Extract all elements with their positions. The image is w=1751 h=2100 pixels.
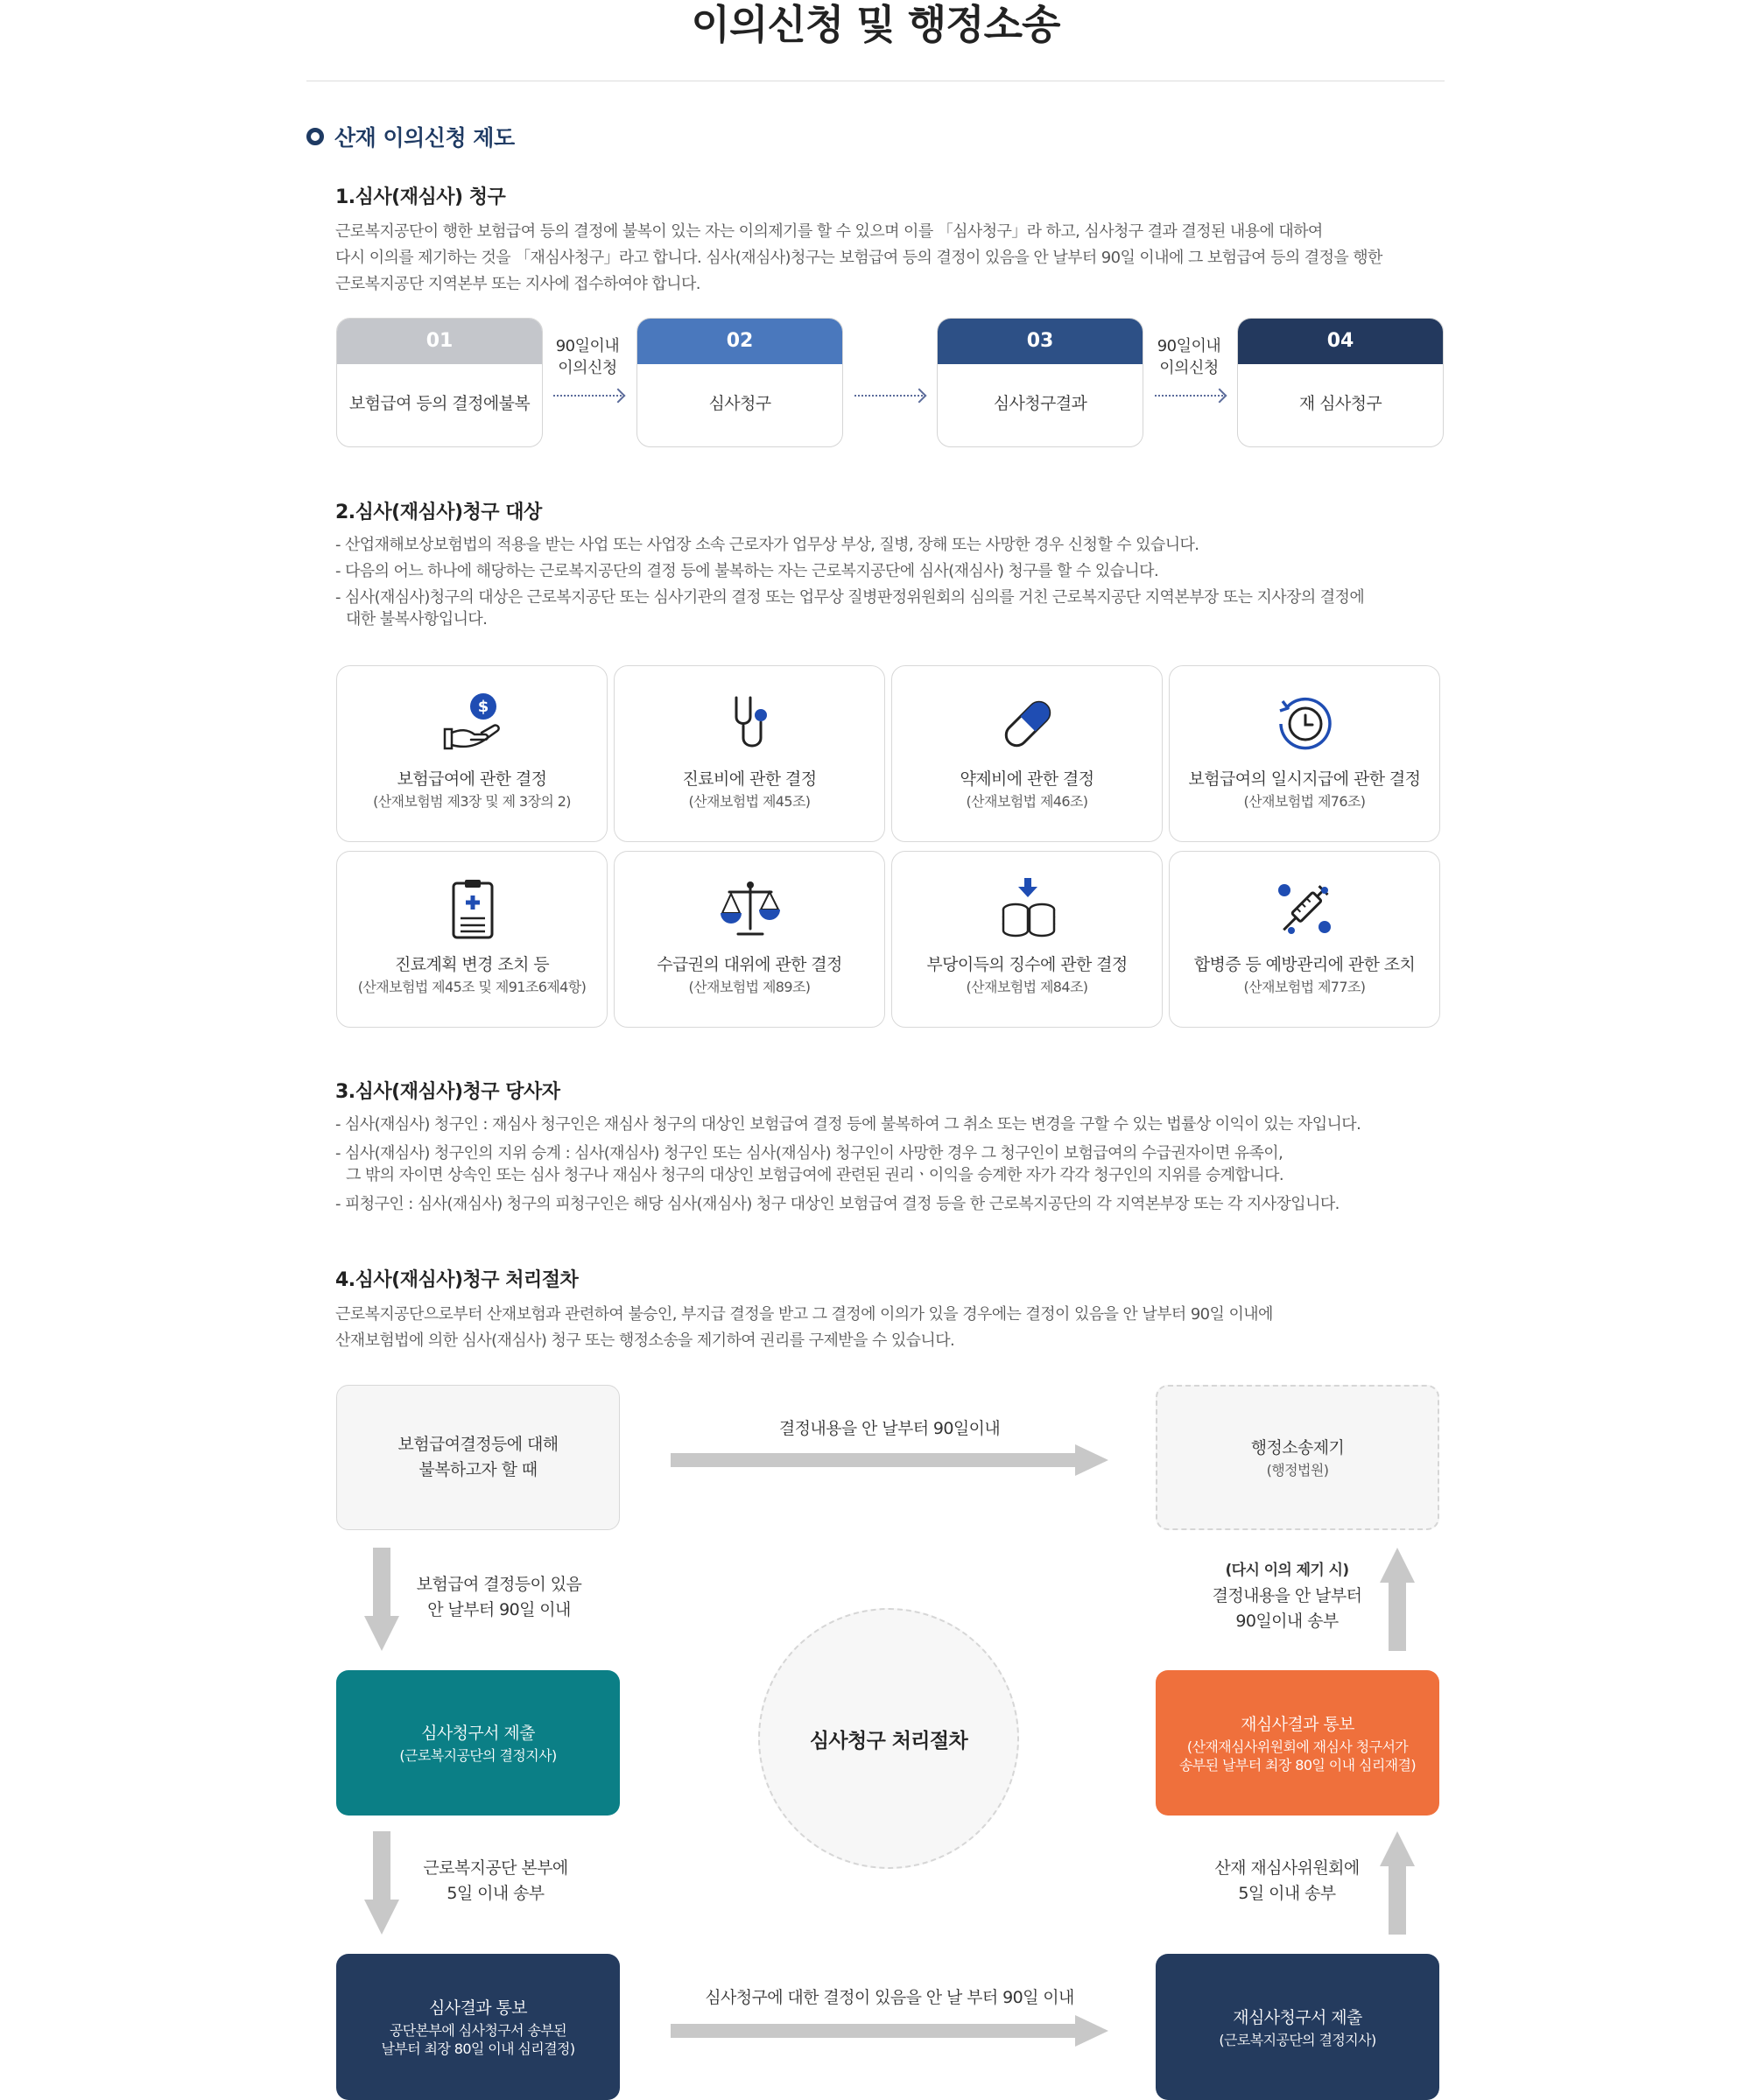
step-connector-3 [1154,335,1224,379]
sec4-line-2: 산재보험법에 의한 심사(재심사) 청구 또는 행정소송을 제기하여 권리를 구제받을 수 있습니다. [335,1331,955,1350]
card-subtitle: (산재보험법 제77조) [1243,979,1366,995]
process-rereview-submit-box: 재심사청구서 제출 (근로복지공단의 결정지사) [1156,1954,1439,2100]
card-unjust-enrichment [891,851,1163,1028]
up-arrow-icon [1380,1831,1415,1935]
card-subtitle: (산재보험법 제45조 및 제91조6제4항) [357,979,587,995]
step-connector-1 [552,335,622,379]
card-title: 수급권의 대위에 관한 결정 [657,955,842,974]
card-title: 부당이득의 징수에 관한 결정 [926,955,1128,974]
card-subtitle: (산재보험법 제46조) [966,793,1088,810]
coins-down-icon [995,876,1061,943]
bottom-arrow-label: 심사청구에 대한 결정이 있음을 안 날 부터 90일 이내 [705,1988,1074,2007]
clock-icon [1272,691,1339,757]
sec2-heading: 2.심사(재심사)청구 대상 [335,502,542,523]
hand-money-icon [440,691,506,757]
section-title: 산재 이의신청 제도 [334,125,515,151]
card-complication-care [1169,851,1440,1028]
sec1-line-3: 근로복지공단 지역본부 또는 지사에 접수하여야 합니다. [335,275,700,293]
sec1-heading: 1.심사(재심사) 청구 [335,186,506,208]
medical-clipboard-icon [440,876,506,943]
process-review-result-box: 심사결과 통보 공단본부에 심사청구서 송부된 날부터 최장 80일 이내 심리결정) [336,1954,620,2100]
stethoscope-icon [717,691,784,757]
process-center-circle: 심사청구 처리절차 [758,1608,1019,1869]
card-title: 보험급여의 일시지급에 관한 결정 [1188,769,1421,789]
card-title: 보험급여에 관한 결정 [397,769,547,789]
right-label-1: (다시 이의 제기 시) 결정내용을 안 날부터 90일이내 송부 [1212,1562,1362,1631]
card-treatment-plan [336,851,608,1028]
card-subtitle: (산재보험법 제89조) [688,979,811,995]
card-title: 진료비에 관한 결정 [682,769,817,789]
card-title: 진료계획 변경 조치 등 [394,955,550,974]
card-title: 약제비에 관한 결정 [960,769,1094,789]
step-card-04 [1237,318,1444,447]
svg-text:$: $ [477,698,489,716]
sec3-bullets [335,1113,1361,1219]
card-title: 합병증 등 예방관리에 관한 조치 [1193,955,1416,974]
scales-icon [717,876,784,943]
step-label: 심사청구 [708,394,771,413]
down-arrow-icon [364,1548,399,1651]
dotted-arrow-icon [553,395,622,397]
step-number: 02 [637,319,842,364]
process-lawsuit-box: 행정소송제기 (행정법원) [1156,1385,1439,1530]
connector-line2: 이의신청 [558,359,617,377]
sec4-heading: 4.심사(재심사)청구 처리절차 [335,1269,579,1291]
step-card-01 [336,318,543,447]
card-medical-fee [614,665,885,842]
sec1-line-2: 다시 이의를 제기하는 것을 「재심사청구」라고 합니다. 심사(재심사)청구는 보험급여 등의 결정이 있음을 안 날부터 90일 이내에 그 보험급여 등의 결정을 행한 [335,249,1382,267]
left-label-2: 근로복지공단 본부에 5일 이내 송부 [423,1858,568,1903]
down-arrow-icon [364,1831,399,1935]
syringe-icon [1272,876,1339,943]
section-heading [306,121,515,152]
list-item: - 산업재해보상보험법의 적용을 받는 사업 또는 사업장 소속 근로자가 업무상 부상, 질병, 장해 또는 사망한 경우 신청할 수 있습니다. [335,536,1199,554]
list-item: - 심사(재심사) 청구인 : 재심사 청구인은 재심사 청구의 대상인 보험급여 결정 등에 불복하여 그 취소 또는 변경을 구할 수 있는 법률상 이익이 있는 자입니다. [335,1115,1361,1134]
top-arrow-label: 결정내용을 안 날부터 90일이내 [778,1419,1001,1438]
dotted-arrow-icon [1155,395,1223,397]
dotted-arrow-icon [854,395,923,397]
pill-icon [995,691,1061,757]
step-label: 보험급여 등의 결정에불복 [348,394,531,413]
step-number: 04 [1238,319,1443,364]
step-number: 01 [337,319,542,364]
process-review-submit-box: 심사청구서 제출 (근로복지공단의 결정지사) [336,1670,620,1816]
connector-line2: 이의신청 [1159,359,1219,377]
sec1-paragraph [335,219,1382,298]
card-subtitle: (산재보험법 제76조) [1243,793,1366,810]
card-subtitle: (산재보험법 제45조) [688,793,811,810]
right-arrow-icon [671,1444,1108,1476]
card-drug-fee [891,665,1163,842]
up-arrow-icon [1380,1548,1415,1651]
right-label-2: 산재 재심사위원회에 5일 이내 송부 [1214,1858,1360,1903]
left-label-1: 보험급여 결정등이 있음 안 날부터 90일 이내 [416,1575,582,1619]
page-title: 이의신청 및 행정소송 [691,1,1060,48]
card-lump-sum [1169,665,1440,842]
ring-bullet-icon [306,128,324,145]
card-subrogation [614,851,885,1028]
connector-line1: 90일이내 [555,337,620,355]
list-item: - 피청구인 : 심사(재심사) 청구의 피청구인은 해당 심사(재심사) 청구 대상인 보험급여 결정 등을 한 근로복지공단의 각 지역본부장 또는 각 지사장입니다. [335,1195,1340,1213]
connector-line1: 90일이내 [1157,337,1221,355]
list-item: - 심사(재심사)청구의 대상은 근로복지공단 또는 심사기관의 결정 또는 업무상 질병판정위원회의 심의를 거친 근로복지공단 지역본부장 또는 지사장의 결정에 대한 불복사항입니다. [335,588,1365,629]
sec2-bullets [335,534,1364,630]
step-card-03 [937,318,1143,447]
step-card-02 [636,318,843,447]
list-item: - 다음의 어느 하나에 해당하는 근로복지공단의 결정 등에 불복하는 자는 근로복지공단에 심사(재심사) 청구를 할 수 있습니다. [335,562,1159,580]
list-item: - 심사(재심사) 청구인의 지위 승계 : 심사(재심사) 청구인 또는 심사(재심사) 청구인이 사망한 경우 그 청구인이 보험급여의 수급권자이면 유족이, 그 밖의 자이면 상속인 또는 심사 청구나 재심사 청구의 대상인 보험급여에 관련된 권리ㆍ이익을 승계한 자가 각각 청구인의 지위를 승계합니다. [335,1144,1284,1184]
process-start-box: 보험급여결정등에 대해 불복하고자 할 때 [336,1385,620,1530]
step-number: 03 [938,319,1143,364]
right-arrow-icon [671,2015,1108,2047]
sec4-line-1: 근로복지공단으로부터 산재보험과 관련하여 불승인, 부지급 결정을 받고 그 결정에 이의가 있을 경우에는 결정이 있음을 안 날부터 90일 이내에 [335,1305,1273,1324]
process-rereview-result-box: 재심사결과 통보 (산재재심사위원회에 재심사 청구서가 송부된 날부터 최장 80일 이내 심리재결) [1156,1670,1439,1816]
sec1-line-1: 근로복지공단이 행한 보험급여 등의 결정에 불복이 있는 자는 이의제기를 할 수 있으며 이를 「심사청구」라 하고, 심사청구 결과 결정된 내용에 대하여 [335,222,1323,241]
step-label: 재 심사청구 [1298,394,1382,413]
step-label: 심사청구결과 [993,394,1087,413]
card-subtitle: (산재보험범 제3장 및 제 3장의 2) [373,793,571,810]
card-insurance-benefit [336,665,608,842]
sec4-paragraph [335,1302,1273,1354]
card-subtitle: (산재보험법 제84조) [966,979,1088,995]
sec3-heading: 3.심사(재심사)청구 당사자 [335,1081,560,1103]
